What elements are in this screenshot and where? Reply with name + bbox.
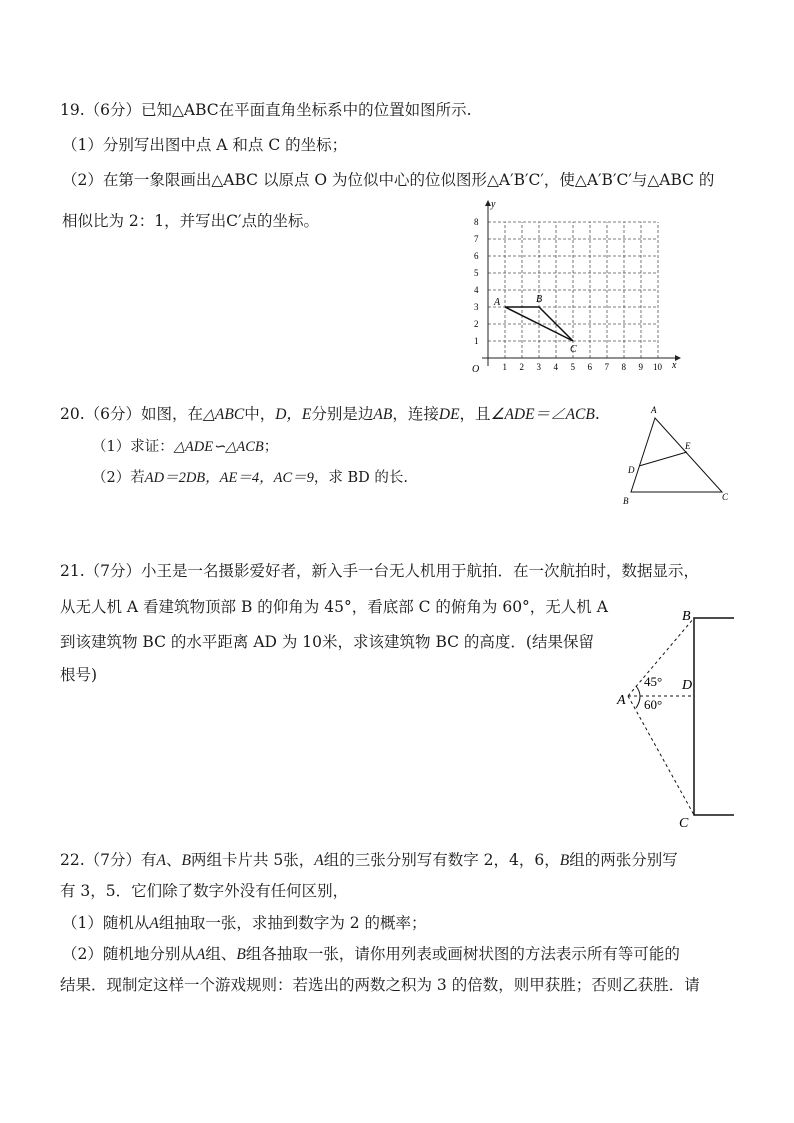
q21-angle-60: 60° <box>644 697 663 712</box>
q19-x-ticks <box>503 362 663 372</box>
q19-label-c: C <box>570 344 577 355</box>
q21-angle-45: 45° <box>644 674 663 689</box>
q20-stem-text-4: ，连接 <box>392 405 439 423</box>
q22-line1-group-b: B <box>181 852 191 869</box>
q19-label-a: A <box>494 297 501 308</box>
q22-sub2-text-3: 组各抽取一张，请你用列表或画树状图的方法表示所有等可能的 <box>245 945 680 963</box>
q21-label-b: B <box>682 609 691 624</box>
q22-sub2-text-2: 组、 <box>205 945 237 963</box>
q19-x-tick-label: 9 <box>638 362 643 372</box>
q20-stem-text-2: 中， <box>244 405 276 423</box>
q21-label-d: D <box>682 678 693 693</box>
q20-label-b: B <box>623 496 629 506</box>
q19-x-label: x <box>672 360 677 371</box>
q19-stem: 19.（6分）已知△ABC在平面直角坐标系中的位置如图所示. <box>60 101 472 119</box>
q20-stem-angle: ∠ADE＝∠ACB <box>490 406 595 423</box>
q21-line-ac <box>628 696 694 815</box>
q22-line1-group-a2: A <box>314 852 324 869</box>
q21-line1: 21.（7分）小王是一名摄影爱好者，新入手一台无人机用于航拍．在一次航拍时，数据显示， <box>60 562 700 580</box>
q20-stem-text-6: . <box>594 405 600 423</box>
q20-stem-text-3: 分别是边 <box>311 405 374 423</box>
q22-sub2-group-a: A <box>195 946 206 963</box>
q20-stem-segment: DE <box>438 406 460 423</box>
q22-line5: 结果．现制定这样一个游戏规则：若选出的两数之积为 3 的倍数，则甲获胜；否则乙获胜．请 <box>60 976 700 994</box>
q19-sub2: （2）在第一象限画出△ABC 以原点 O 为位似中心的位似图形△A′B′C′，使△A′B′C′与△ABC 的 <box>62 171 715 189</box>
q20-stem-triangle: △ABC <box>203 406 245 423</box>
q22-sub1-text-2: 组抽取一张，求抽到数字为 2 的概率； <box>158 914 427 932</box>
q22-line1-text-4: 组的两张分别写 <box>569 851 678 869</box>
q20-segment-de <box>639 452 687 466</box>
q20-label-a: A <box>651 405 657 415</box>
q19-x-tick-label: 5 <box>570 362 575 372</box>
q20-sub1-math: △ADE∽△ACB <box>173 439 264 455</box>
q21-label-c: C <box>679 816 689 831</box>
q19-y-tick-label: 6 <box>474 251 479 261</box>
q20-sub1-end: ； <box>263 439 279 455</box>
q20-stem-text-1: 20.（6分）如图，在 <box>60 405 204 423</box>
q21-line2: 从无人机 A 看建筑物顶部 B 的仰角为 45°，看底部 C 的俯角为 60°，无人机 A <box>60 598 608 616</box>
q19-coordinate-figure <box>460 198 690 378</box>
q19-x-tick-label: 6 <box>587 362 592 372</box>
q20-sub2 <box>92 468 408 488</box>
q21-label-a: A <box>617 693 626 708</box>
q20-stem-side: AB <box>373 406 393 423</box>
q22-line1-text-2: 两组卡片共 5张， <box>190 851 315 869</box>
q20-sub2-end: ，求 BD 的长. <box>313 470 408 486</box>
q20-stem <box>60 404 600 425</box>
q20-sub2-math: AD＝2DB，AE＝4，AC＝9 <box>144 470 314 486</box>
q20-stem-points: D，E <box>275 406 312 423</box>
q21-building-figure <box>610 600 794 832</box>
q22-sub1-text-1: （1）随机从 <box>62 914 150 932</box>
q22-sub1 <box>62 913 427 934</box>
q19-y-tick-label: 3 <box>474 302 479 312</box>
q19-x-tick-label: 8 <box>621 362 626 372</box>
q21-line4: 根号) <box>60 666 98 684</box>
q19-x-tick-label: 3 <box>536 362 541 372</box>
q19-y-tick-label: 5 <box>474 268 479 278</box>
q19-grid <box>488 222 658 358</box>
q19-sub1: （1）分别写出图中点 A 和点 C 的坐标； <box>62 136 348 154</box>
q19-y-tick-label: 8 <box>474 217 479 227</box>
q19-y-tick-label: 4 <box>474 285 479 295</box>
q20-label-c: C <box>722 492 729 502</box>
q21-angle-arc <box>636 686 640 708</box>
q22-line1-text-1: 22.（7分）有 <box>60 851 157 869</box>
q22-sub1-group-a: A <box>149 915 159 932</box>
q20-sub1-text: （1）求证： <box>92 439 174 455</box>
q22-line1 <box>60 850 678 871</box>
q21-building-outline <box>694 618 734 815</box>
q22-line1-group-b2: B <box>559 852 570 869</box>
q22-sub2-text-1: （2）随机地分别从 <box>62 945 196 963</box>
q19-label-b: B <box>536 294 543 305</box>
q22-sub2-group-b: B <box>236 946 246 963</box>
q19-x-tick-label: 10 <box>653 362 662 372</box>
q20-sub2-text: （2）若 <box>92 470 145 486</box>
q20-stem-text-5: ，且 <box>459 405 491 423</box>
q20-sub1 <box>92 437 278 457</box>
q22-line1-text-3: 组的三张分别写有数字 2，4，6， <box>323 851 560 869</box>
q19-x-tick-label: 1 <box>502 362 507 372</box>
q22-sub2 <box>62 944 680 965</box>
q20-triangle-figure <box>618 400 738 510</box>
q19-x-tick-label: 2 <box>519 362 524 372</box>
q22-line1-sep: 、 <box>165 851 182 869</box>
q22-line2: 有 3，5．它们除了数字外没有任何区别， <box>60 882 349 900</box>
q19-sub2-cont: 相似比为 2：1，并写出C′点的坐标。 <box>62 212 320 230</box>
q22-line1-group-a: A <box>156 852 166 869</box>
q19-y-ticks <box>474 217 479 346</box>
q19-x-tick-label: 4 <box>553 362 558 372</box>
q20-label-e: E <box>685 441 691 451</box>
q20-label-d: D <box>628 465 635 475</box>
q19-origin-label: O <box>472 364 480 375</box>
q21-line3: 到该建筑物 BC 的水平距离 AD 为 10米，求该建筑物 BC 的高度．(结果保留 <box>60 633 594 651</box>
q19-y-tick-label: 2 <box>474 319 479 329</box>
q19-x-tick-label: 7 <box>604 362 609 372</box>
q19-y-tick-label: 1 <box>474 336 479 346</box>
q19-y-tick-label: 7 <box>474 234 479 244</box>
q19-y-label: y <box>491 199 496 210</box>
